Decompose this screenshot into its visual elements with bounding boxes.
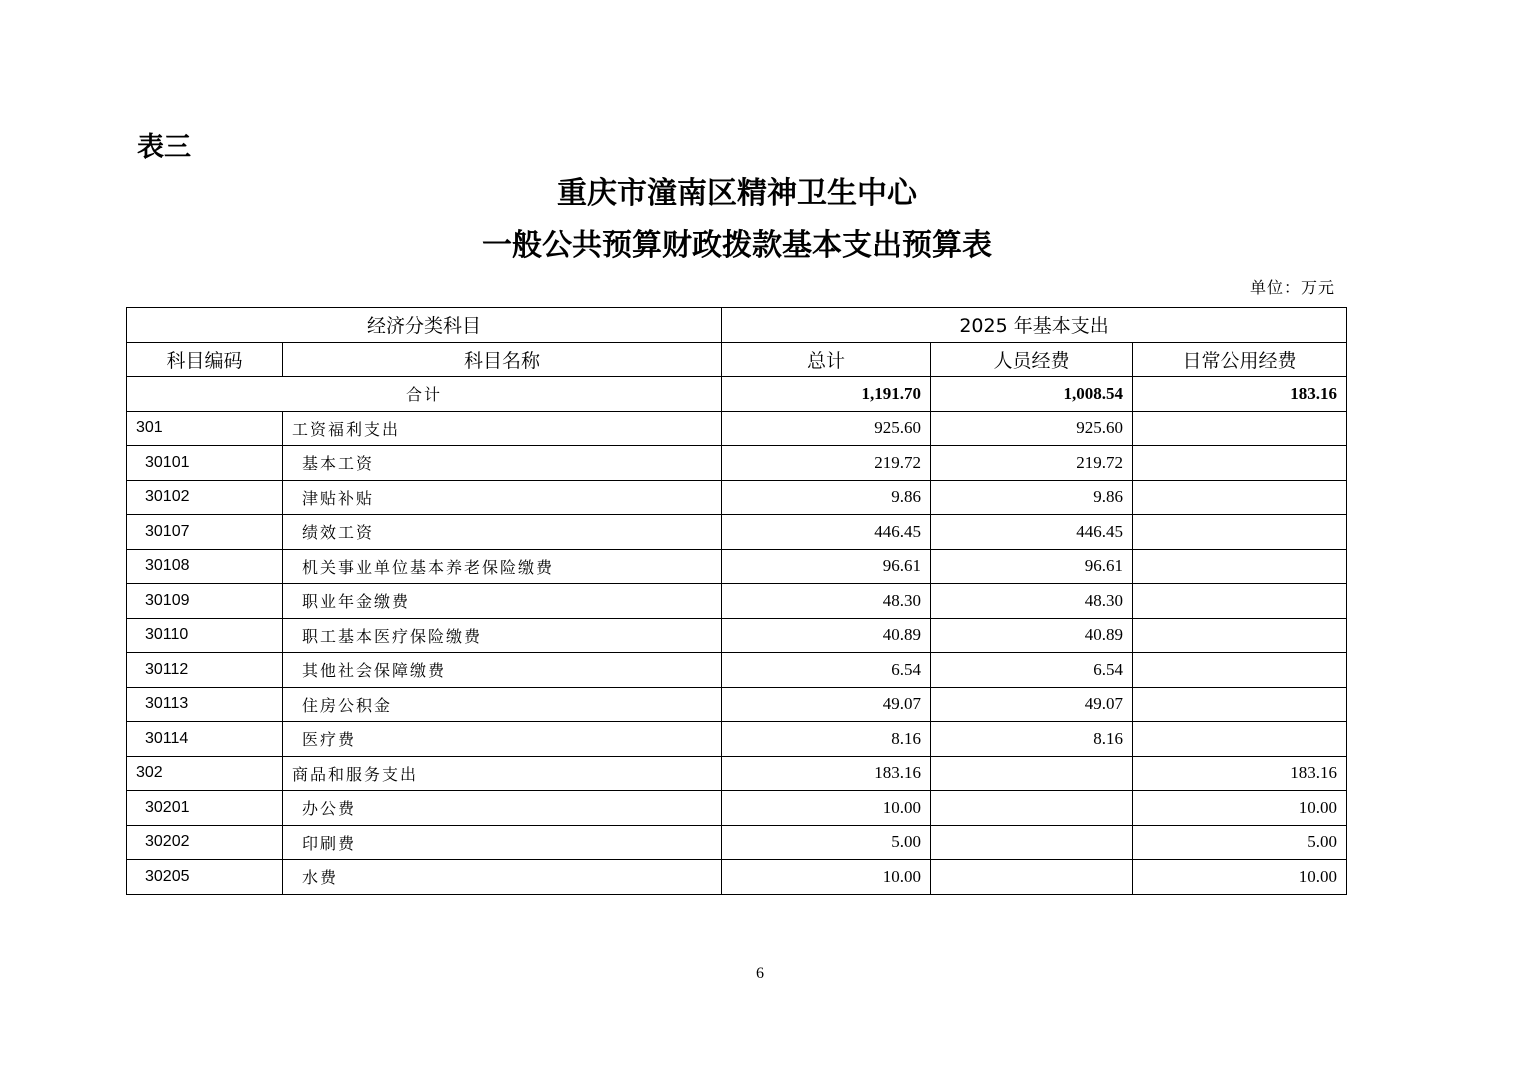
name-cell: 工资福利支出 <box>283 411 722 446</box>
header-group-row <box>127 308 1347 343</box>
name-cell: 商品和服务支出 <box>283 756 722 791</box>
public-cell <box>1133 515 1347 550</box>
table-row <box>127 756 1347 791</box>
table-row <box>127 515 1347 550</box>
table-row <box>127 791 1347 826</box>
total-cell: 49.07 <box>722 687 931 722</box>
name-cell: 印刷费 <box>283 825 722 860</box>
total-label: 合计 <box>127 377 722 412</box>
name-cell: 住房公积金 <box>283 687 722 722</box>
code-cell: 30110 <box>127 618 283 653</box>
public-cell <box>1133 411 1347 446</box>
name-cell: 其他社会保障缴费 <box>283 653 722 688</box>
public-cell: 10.00 <box>1133 791 1347 826</box>
header-public: 日常公用经费 <box>1133 342 1347 377</box>
code-cell: 302 <box>127 756 283 791</box>
code-cell: 30202 <box>127 825 283 860</box>
table-row <box>127 825 1347 860</box>
table-row <box>127 411 1347 446</box>
total-cell: 1,191.70 <box>722 377 931 412</box>
budget-table <box>126 307 1347 895</box>
public-cell: 10.00 <box>1133 860 1347 895</box>
personnel-cell: 925.60 <box>931 411 1133 446</box>
personnel-cell: 49.07 <box>931 687 1133 722</box>
table-row <box>127 549 1347 584</box>
name-cell: 机关事业单位基本养老保险缴费 <box>283 549 722 584</box>
table-row <box>127 584 1347 619</box>
code-cell: 30112 <box>127 653 283 688</box>
total-cell: 9.86 <box>722 480 931 515</box>
public-cell: 183.16 <box>1133 756 1347 791</box>
code-cell: 30101 <box>127 446 283 481</box>
total-cell: 925.60 <box>722 411 931 446</box>
table-row <box>127 687 1347 722</box>
code-cell: 301 <box>127 411 283 446</box>
public-cell: 5.00 <box>1133 825 1347 860</box>
code-cell: 30102 <box>127 480 283 515</box>
code-cell: 30109 <box>127 584 283 619</box>
header-column-row <box>127 342 1347 377</box>
document-title: 重庆市潼南区精神卫生中心 <box>557 176 917 211</box>
total-cell: 5.00 <box>722 825 931 860</box>
total-cell: 10.00 <box>722 791 931 826</box>
personnel-cell: 6.54 <box>931 653 1133 688</box>
public-cell <box>1133 653 1347 688</box>
personnel-cell: 446.45 <box>931 515 1133 550</box>
table-row <box>127 446 1347 481</box>
total-cell: 10.00 <box>722 860 931 895</box>
personnel-cell: 96.61 <box>931 549 1133 584</box>
code-cell: 30107 <box>127 515 283 550</box>
personnel-cell <box>931 860 1133 895</box>
table-row <box>127 653 1347 688</box>
public-cell <box>1133 549 1347 584</box>
total-cell: 446.45 <box>722 515 931 550</box>
total-personnel-cell: 1,008.54 <box>931 377 1133 412</box>
total-cell: 96.61 <box>722 549 931 584</box>
personnel-cell: 40.89 <box>931 618 1133 653</box>
header-name: 科目名称 <box>283 342 722 377</box>
public-cell <box>1133 687 1347 722</box>
total-cell: 48.30 <box>722 584 931 619</box>
personnel-cell: 9.86 <box>931 480 1133 515</box>
total-cell: 183.16 <box>722 756 931 791</box>
table-row <box>127 480 1347 515</box>
document-subtitle: 一般公共预算财政拨款基本支出预算表 <box>482 228 992 263</box>
name-cell: 水费 <box>283 860 722 895</box>
table-row <box>127 860 1347 895</box>
personnel-cell: 8.16 <box>931 722 1133 757</box>
total-row <box>127 377 1347 412</box>
name-cell: 绩效工资 <box>283 515 722 550</box>
header-economic-category: 经济分类科目 <box>127 308 722 343</box>
header-basic-expenditure: 2025 年基本支出 <box>722 308 1347 343</box>
table-row <box>127 618 1347 653</box>
name-cell: 职工基本医疗保险缴费 <box>283 618 722 653</box>
total-cell: 8.16 <box>722 722 931 757</box>
header-total: 总计 <box>722 342 931 377</box>
unit-label: 单位：万元 <box>1249 278 1335 297</box>
public-cell <box>1133 446 1347 481</box>
code-cell: 30113 <box>127 687 283 722</box>
public-cell <box>1133 584 1347 619</box>
code-cell: 30201 <box>127 791 283 826</box>
public-cell <box>1133 618 1347 653</box>
total-cell: 40.89 <box>722 618 931 653</box>
page-number: 6 <box>756 965 764 982</box>
code-cell: 30205 <box>127 860 283 895</box>
personnel-cell: 219.72 <box>931 446 1133 481</box>
header-personnel: 人员经费 <box>931 342 1133 377</box>
total-cell: 219.72 <box>722 446 931 481</box>
personnel-cell <box>931 825 1133 860</box>
personnel-cell: 48.30 <box>931 584 1133 619</box>
total-cell: 6.54 <box>722 653 931 688</box>
public-cell <box>1133 480 1347 515</box>
code-cell: 30108 <box>127 549 283 584</box>
name-cell: 津贴补贴 <box>283 480 722 515</box>
code-cell: 30114 <box>127 722 283 757</box>
name-cell: 办公费 <box>283 791 722 826</box>
name-cell: 医疗费 <box>283 722 722 757</box>
table-label: 表三 <box>137 132 191 163</box>
personnel-cell <box>931 756 1133 791</box>
name-cell: 职业年金缴费 <box>283 584 722 619</box>
header-code: 科目编码 <box>127 342 283 377</box>
personnel-cell <box>931 791 1133 826</box>
name-cell: 基本工资 <box>283 446 722 481</box>
table-row <box>127 722 1347 757</box>
total-public-cell: 183.16 <box>1133 377 1347 412</box>
public-cell <box>1133 722 1347 757</box>
